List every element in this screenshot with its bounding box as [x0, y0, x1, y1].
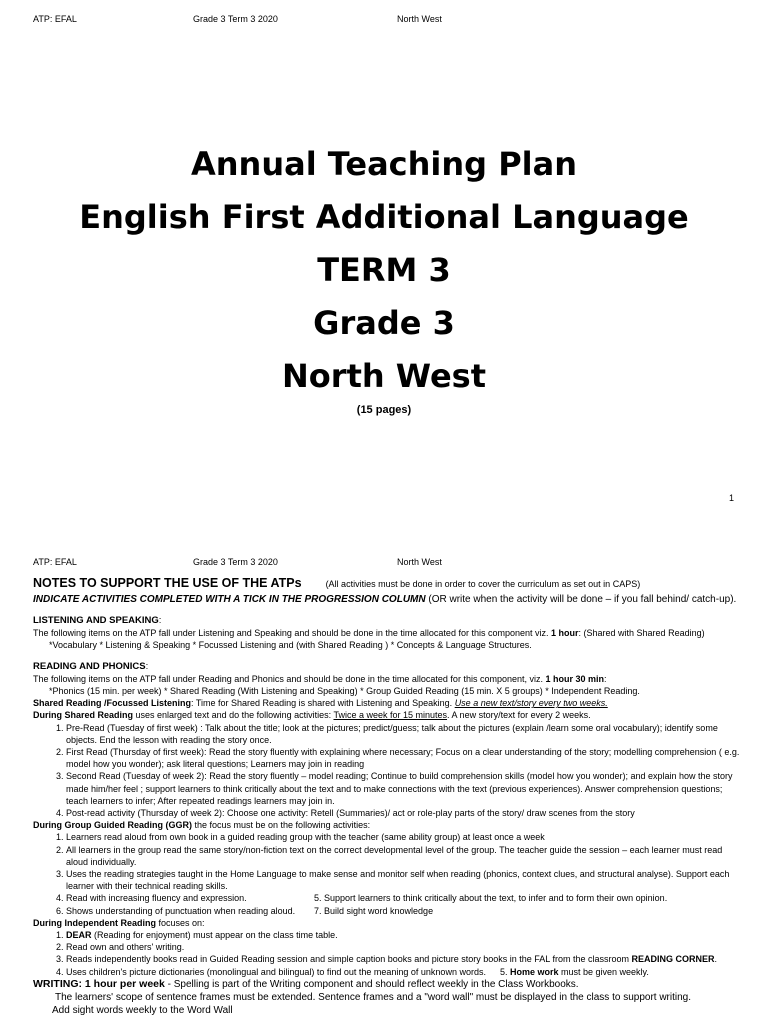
independent-text: focuses on: [156, 917, 205, 928]
cover-title-line: North West [282, 357, 486, 395]
page-number: 1 [729, 493, 735, 503]
ggr-step-7: 7. Build sight word knowledge [314, 905, 434, 916]
list-item: 1. Learners read aloud from own book in a guided reading group with the teacher (same ability group) at least once a week [66, 831, 743, 843]
pages-note: (15 pages) [356, 404, 412, 416]
tick-instruction [33, 593, 743, 607]
list-item [66, 966, 743, 978]
ggr-label: During Group Guided Reading (GGR) [33, 820, 192, 831]
notes-heading-text: NOTES TO SUPPORT THE USE OF THE ATPs [33, 576, 302, 590]
listening-time: 1 hour [551, 628, 579, 639]
cover-title-block [0, 138, 768, 403]
indep-step-5-prefix: 5. [499, 966, 510, 977]
listening-heading [33, 615, 743, 627]
indep-step-4-text: Uses children's picture dictionaries (monolingual and bilingual) to find out the meaning of unknown words. [66, 966, 486, 977]
during-shared-text: uses enlarged text and do the following activities: [133, 710, 334, 721]
reading-heading [33, 661, 743, 673]
tick-instruction-tail: (OR write when the activity will be done – if you fall behind/ catch-up). [425, 594, 737, 605]
shared-focus-line [33, 697, 743, 709]
writing-heading-line [33, 978, 743, 991]
independent-label: During Independent Reading [33, 917, 156, 928]
cover-title-line: English First Additional Language [79, 198, 689, 236]
header-province: North West [397, 557, 442, 567]
reading-intro-text: The following items on the ATP fall under Reading and Phonics and should be done in the time allocated for this component, viz. [33, 673, 546, 684]
list-item: 2. All learners in the group read the same story/non-fiction text on the correct developmental level of the group. The teacher guide the session – each learner must read aloud individually. [66, 844, 743, 868]
ggr-text: the focus must be on the following activities: [192, 820, 371, 831]
header-grade-term: Grade 3 Term 3 2020 [193, 557, 278, 567]
during-shared-label: During Shared Reading [33, 710, 134, 721]
reading-items: *Phonics (15 min. per week) * Shared Reading (With Listening and Speaking) * Group Guided Reading (15 min. X 5 groups) * Independent Reading. [49, 686, 640, 697]
notes-heading [33, 574, 743, 593]
reading-heading-colon: : [145, 660, 149, 672]
ggr-line [33, 819, 743, 831]
cover-title-line: Grade 3 [313, 304, 455, 342]
header-subject: ATP: EFAL [33, 557, 77, 567]
listening-intro [33, 627, 743, 639]
listening-intro-text: The following items on the ATP fall under Listening and Speaking and should be done in the time allocated for this component viz. [33, 628, 551, 639]
during-shared-line [33, 709, 743, 721]
indep-step-1-text: (Reading for enjoyment) must appear on the class time table. [91, 930, 338, 941]
ggr-step-5: 5. Support learners to think critically about the text, to infer and to form their own opinion. [314, 893, 668, 904]
reading-heading-text: READING AND PHONICS [33, 660, 146, 672]
notes-section [33, 574, 743, 1017]
shared-focus-emphasis: Use a new text/story every two weeks. [454, 698, 608, 709]
shared-focus-text: : Time for Shared Reading is shared with Listening and Speaking. [191, 698, 455, 709]
independent-steps [33, 929, 743, 978]
reading-time: 1 hour 30 min [545, 673, 604, 684]
writing-heading: WRITING: 1 hour per week [33, 977, 165, 990]
list-item [66, 905, 743, 917]
header-subject: ATP: EFAL [33, 14, 77, 24]
shared-reading-steps [33, 722, 743, 820]
writing-line-2: The learners' scope of sentence frames must be extended. Sentence frames and a "word wall" must be displayed in the class to support writing. [55, 991, 692, 1003]
ggr-steps [33, 831, 743, 916]
notes-heading-aside: (All activities must be done in order to cover the curriculum as set out in CAPS) [325, 579, 641, 589]
shared-focus-label: Shared Reading /Focussed Listening [33, 698, 192, 709]
during-shared-tail: . A new story/text for every 2 weeks. [447, 710, 591, 721]
ggr-step-4: Read with increasing fluency and expression. [66, 893, 247, 904]
during-shared-frequency: Twice a week for 15 minutes [333, 710, 448, 721]
ggr-step-6: Shows understanding of punctuation when reading aloud. [66, 905, 296, 916]
dear-label: DEAR [66, 930, 92, 941]
list-item: 3. Second Read (Tuesday of week 2): Read the story fluently – model reading; Continue to build comprehension skills (model how you wonder); and explain how the story made him/her feel ; support learners to think critically about the text and to make connections with the text (previous experiences). Answer comprehension questions; teach learners to infer; After repeated readings learners may join in. [66, 770, 743, 807]
list-item: 3. Uses the reading strategies taught in the Home Language to make sense and monitor self when reading (phonics, context clues, and structural analyse). Support each learner with their technical reading skills. [66, 868, 743, 892]
cover-title-line: Annual Teaching Plan [190, 145, 578, 183]
reading-intro-tail: : [604, 673, 607, 684]
homework-label: Home work [509, 966, 559, 977]
independent-line [33, 917, 743, 929]
cover-title-line: TERM 3 [317, 251, 451, 289]
list-item: 1. Pre-Read (Tuesday of first week) : Talk about the title; look at the pictures; predict/guess; talk about the pictures (explain /learn some oral vocabulary); identify some objects. End the lesson with reading the story once. [66, 722, 743, 746]
indep-step-3-text: Reads independently books read in Guided Reading session and simple caption books and picture story books in the FAL from the classroom [66, 954, 632, 965]
header-province: North West [397, 14, 442, 24]
listening-intro-tail: : (Shared with Shared Reading) [578, 628, 705, 639]
tick-instruction-emphasis: INDICATE ACTIVITIES COMPLETED WITH A TICK IN THE PROGRESSION COLUMN [33, 594, 426, 605]
header-grade-term: Grade 3 Term 3 2020 [193, 14, 278, 24]
reading-intro [33, 673, 743, 685]
indep-step-3-tail: . [714, 954, 718, 965]
listening-items: *Vocabulary * Listening & Speaking * Focussed Listening and (with Shared Reading ) * Concepts & Language Structures. [49, 640, 532, 651]
listening-heading-colon: : [158, 615, 162, 626]
writing-line-3: Add sight words weekly to the Word Wall [52, 1004, 233, 1016]
writing-heading-tail: - Spelling is part of the Writing component and should reflect weekly in the Class Workbooks. [164, 978, 579, 990]
list-item [66, 929, 743, 941]
list-item: 4. Post-read activity (Thursday of week 2): Choose one activity: Retell (Summaries)/ act or role-play parts of the story/ draw scenes from the story [66, 807, 743, 819]
indep-step-5-tail: must be given weekly. [558, 966, 649, 977]
list-item [66, 892, 743, 904]
reading-corner-label: READING CORNER [631, 954, 715, 965]
list-item [66, 953, 743, 965]
listening-heading-text: LISTENING AND SPEAKING [33, 615, 159, 626]
list-item: 2. Read own and others' writing. [66, 941, 743, 953]
list-item: 2. First Read (Thursday of first week): Read the story fluently with explaining where necessary; Focus on a clear understanding of the story; modelling comprehension ( e.g. model how you wonder); ask literal questions; Learners may join in reading [66, 746, 743, 770]
